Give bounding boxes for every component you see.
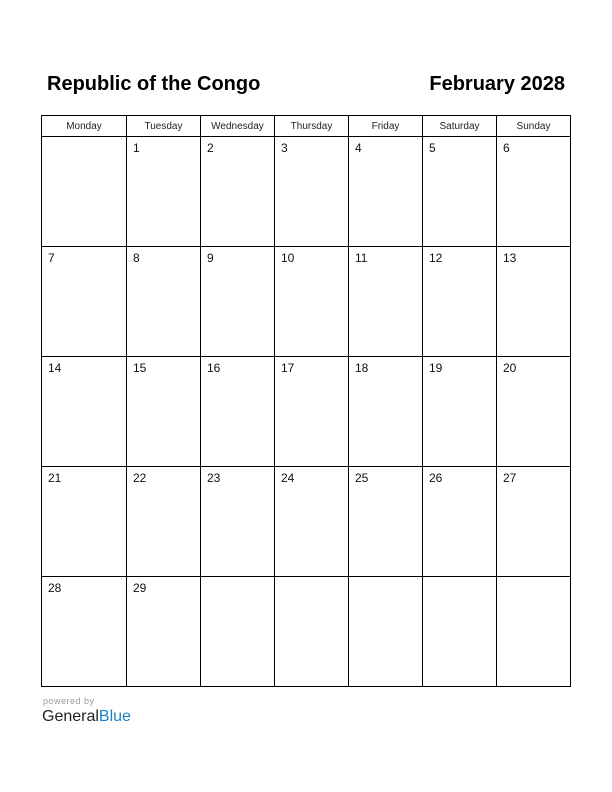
day-cell (275, 137, 349, 247)
day-cell (497, 247, 571, 357)
day-cell (275, 577, 349, 687)
weekday-thursday: Thursday (275, 116, 349, 137)
day-number: 11 (355, 251, 368, 265)
day-number: 3 (281, 141, 288, 155)
footer-branding (42, 696, 131, 727)
country-title: Republic of the Congo (47, 73, 261, 95)
day-number: 9 (207, 251, 214, 265)
day-number: 14 (48, 361, 62, 375)
day-number: 26 (429, 471, 443, 485)
weekday-header-row (42, 116, 571, 137)
day-number: 4 (355, 141, 362, 155)
weekday-wednesday: Wednesday (201, 116, 275, 137)
day-cell (423, 577, 497, 687)
day-cell (127, 467, 201, 577)
day-number: 25 (355, 471, 369, 485)
day-number: 12 (429, 251, 443, 265)
week-row-2 (42, 247, 571, 357)
day-number: 22 (133, 471, 147, 485)
month-year-title: February 2028 (429, 73, 565, 95)
day-number: 23 (207, 471, 221, 485)
day-cell (423, 357, 497, 467)
day-cell (423, 247, 497, 357)
day-cell (497, 357, 571, 467)
day-cell (349, 577, 423, 687)
day-number: 20 (503, 361, 517, 375)
day-cell (497, 467, 571, 577)
day-number: 29 (133, 581, 147, 595)
day-cell (275, 357, 349, 467)
weekday-monday: Monday (42, 116, 127, 137)
brand-general-text: General (42, 708, 99, 725)
day-number (201, 577, 274, 581)
day-cell (201, 357, 275, 467)
day-number (349, 577, 422, 581)
day-cell (42, 247, 127, 357)
day-cell (42, 357, 127, 467)
day-number: 5 (429, 141, 436, 155)
day-cell (423, 137, 497, 247)
weekday-friday: Friday (349, 116, 423, 137)
day-number: 8 (133, 251, 140, 265)
brand-blue-text: Blue (98, 708, 131, 725)
day-number: 1 (133, 141, 140, 155)
day-number: 27 (503, 471, 517, 485)
day-cell (127, 357, 201, 467)
day-cell (127, 577, 201, 687)
week-row-5 (42, 577, 571, 687)
day-cell (201, 137, 275, 247)
day-number: 24 (281, 471, 295, 485)
day-cell (42, 137, 127, 247)
day-number (275, 577, 348, 581)
day-cell (423, 467, 497, 577)
day-cell (349, 247, 423, 357)
weekday-sunday: Sunday (497, 116, 571, 137)
weekday-tuesday: Tuesday (127, 116, 201, 137)
day-cell (497, 577, 571, 687)
day-number: 28 (48, 581, 62, 595)
day-cell (42, 577, 127, 687)
day-number: 17 (281, 361, 295, 375)
generalblue-logo[interactable] (42, 707, 131, 727)
calendar-grid (41, 115, 571, 687)
day-cell (497, 137, 571, 247)
day-cell (201, 577, 275, 687)
day-number (42, 137, 126, 141)
day-cell (127, 247, 201, 357)
powered-by-label: powered by (43, 696, 95, 706)
day-cell (349, 137, 423, 247)
day-cell (201, 247, 275, 357)
weekday-saturday: Saturday (423, 116, 497, 137)
day-number: 10 (281, 251, 295, 265)
day-number: 18 (355, 361, 369, 375)
day-number: 16 (207, 361, 221, 375)
day-cell (127, 137, 201, 247)
day-number: 15 (133, 361, 147, 375)
day-cell (42, 467, 127, 577)
day-cell (275, 467, 349, 577)
week-row-3 (42, 357, 571, 467)
day-cell (275, 247, 349, 357)
day-number: 13 (503, 251, 517, 265)
day-cell (201, 467, 275, 577)
day-number (423, 577, 496, 581)
calendar-header (47, 70, 565, 100)
day-number: 19 (429, 361, 443, 375)
week-row-4 (42, 467, 571, 577)
day-number: 7 (48, 251, 55, 265)
day-number: 2 (207, 141, 214, 155)
week-row-1 (42, 137, 571, 247)
day-cell (349, 467, 423, 577)
day-cell (349, 357, 423, 467)
day-number: 21 (48, 471, 62, 485)
day-number: 6 (503, 141, 510, 155)
day-number (497, 577, 570, 581)
